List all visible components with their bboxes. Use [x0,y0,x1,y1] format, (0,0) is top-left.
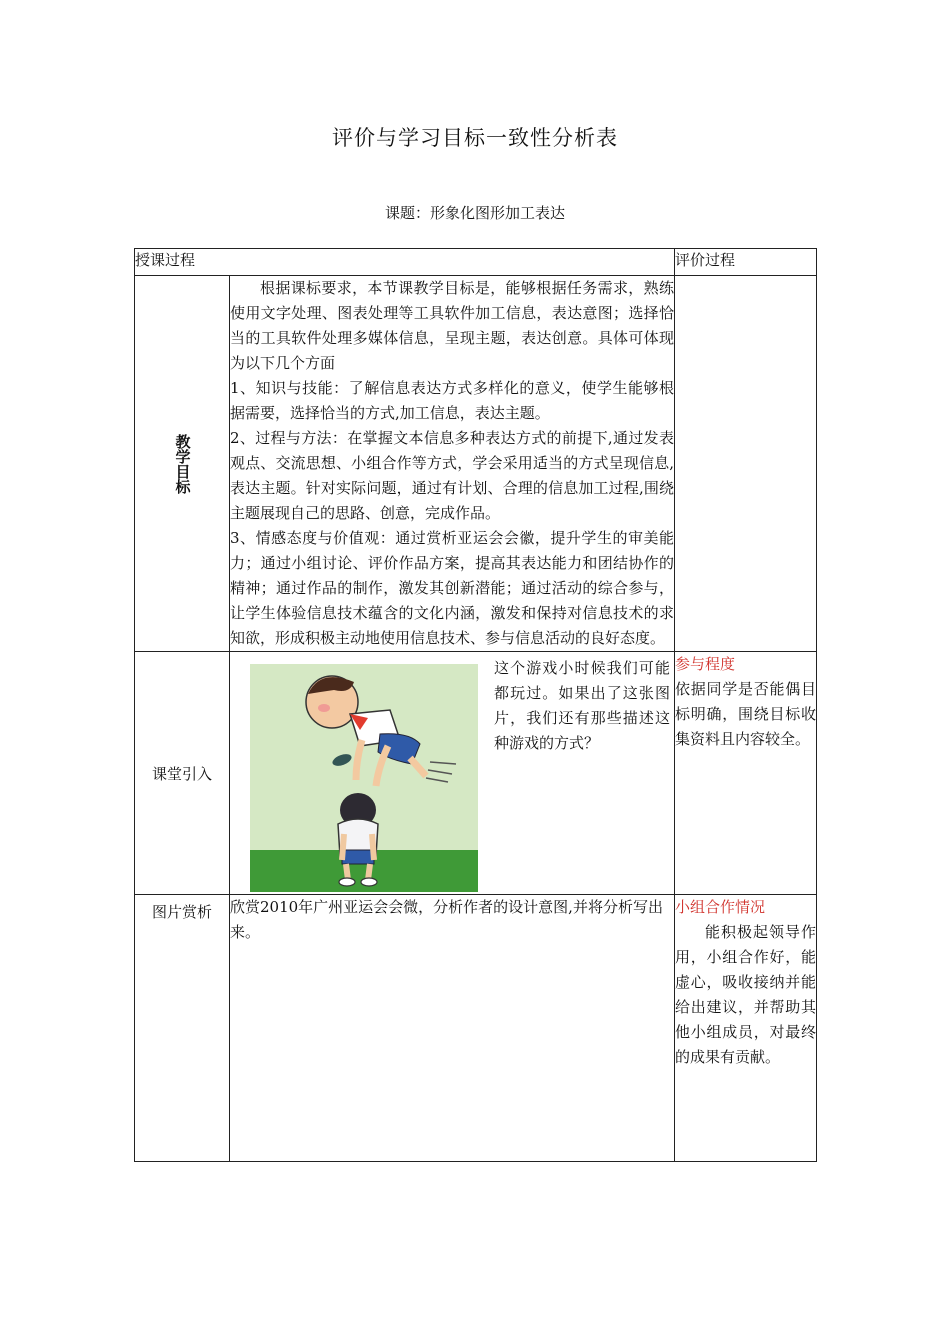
goals-process: 2、过程与方法：在掌握文本信息多种表达方式的前提下,通过发表观点、交流思想、小组合作等方式，学会采用适当的方式呈现信息,表达主题。针对实际问题，通过有计划、合理的信息加工过程,围绕主题展现自己的思路、创意，完成作品。 [230,429,675,522]
header-process: 授课过程 [135,249,675,276]
goals-knowledge: 1、知识与技能：了解信息表达方式多样化的意义，使学生能够根据需要，选择恰当的方式,加工信息，表达主题。 [230,379,675,422]
goals-label: 教学目标 [173,433,192,494]
goals-attitude: 3、情感态度与价值观：通过赏析亚运会会徽，提升学生的审美能力；通过小组讨论、评价作品方案，提高其表达能力和团结协作的精神；通过作品的制作，激发其创新潜能；通过活动的综合参与，让学生体验信息技术蕴含的文化内涵，激发和保持对信息技术的求知欲，形成积极主动地使用信息技术、参与信息活动的良好态度。 [230,529,675,647]
analysis-label: 图片赏析 [151,903,212,921]
goals-content-cell [230,276,675,652]
analysis-eval-title: 小组合作情况 [675,898,766,916]
header-row [135,249,817,276]
intro-content-cell [230,652,675,895]
document-title: 评价与学习目标一致性分析表 [332,126,618,150]
analysis-table [134,248,817,1162]
header-evaluation: 评价过程 [675,249,817,276]
analysis-task: 欣赏2010年广州亚运会会微，分析作者的设计意图,并将分析写出来。 [230,898,663,941]
intro-row [135,652,817,895]
analysis-label-cell [135,895,230,1162]
analysis-eval-cell [675,895,817,1162]
intro-label: 课堂引入 [151,764,212,783]
intro-eval-title: 参与程度 [675,655,736,673]
lesson-subtitle: 课题：形象化图形加工表达 [384,204,565,222]
intro-label-cell [135,652,230,895]
intro-question: 这个游戏小时候我们可能都玩过。如果出了这张图片，我们还有那些描述这种游戏的方式？ [494,659,670,752]
goals-row [135,276,817,652]
goals-intro: 根据课标要求，本节课教学目标是，能够根据任务需求，熟练使用文字处理、图表处理等工具软件加工信息，表达意图；选择恰当的工具软件处理多媒体信息，呈现主题，表达创意。具体可体现为以下几个方面 [230,279,675,372]
analysis-eval-text: 能积极起领导作用，小组合作好，能虚心，吸收接纳并能给出建议，并帮助其他小组成员，对最终的成果有贡献。 [675,923,817,1066]
goals-label-cell [135,276,230,652]
leapfrog-illustration [250,664,478,892]
analysis-row [135,895,817,1162]
intro-eval-cell [675,652,817,895]
goals-eval-cell [675,276,817,652]
analysis-content-cell [230,895,675,1162]
intro-eval-text: 依据同学是否能偶目标明确，围绕目标收集资料且内容较全。 [675,680,817,748]
